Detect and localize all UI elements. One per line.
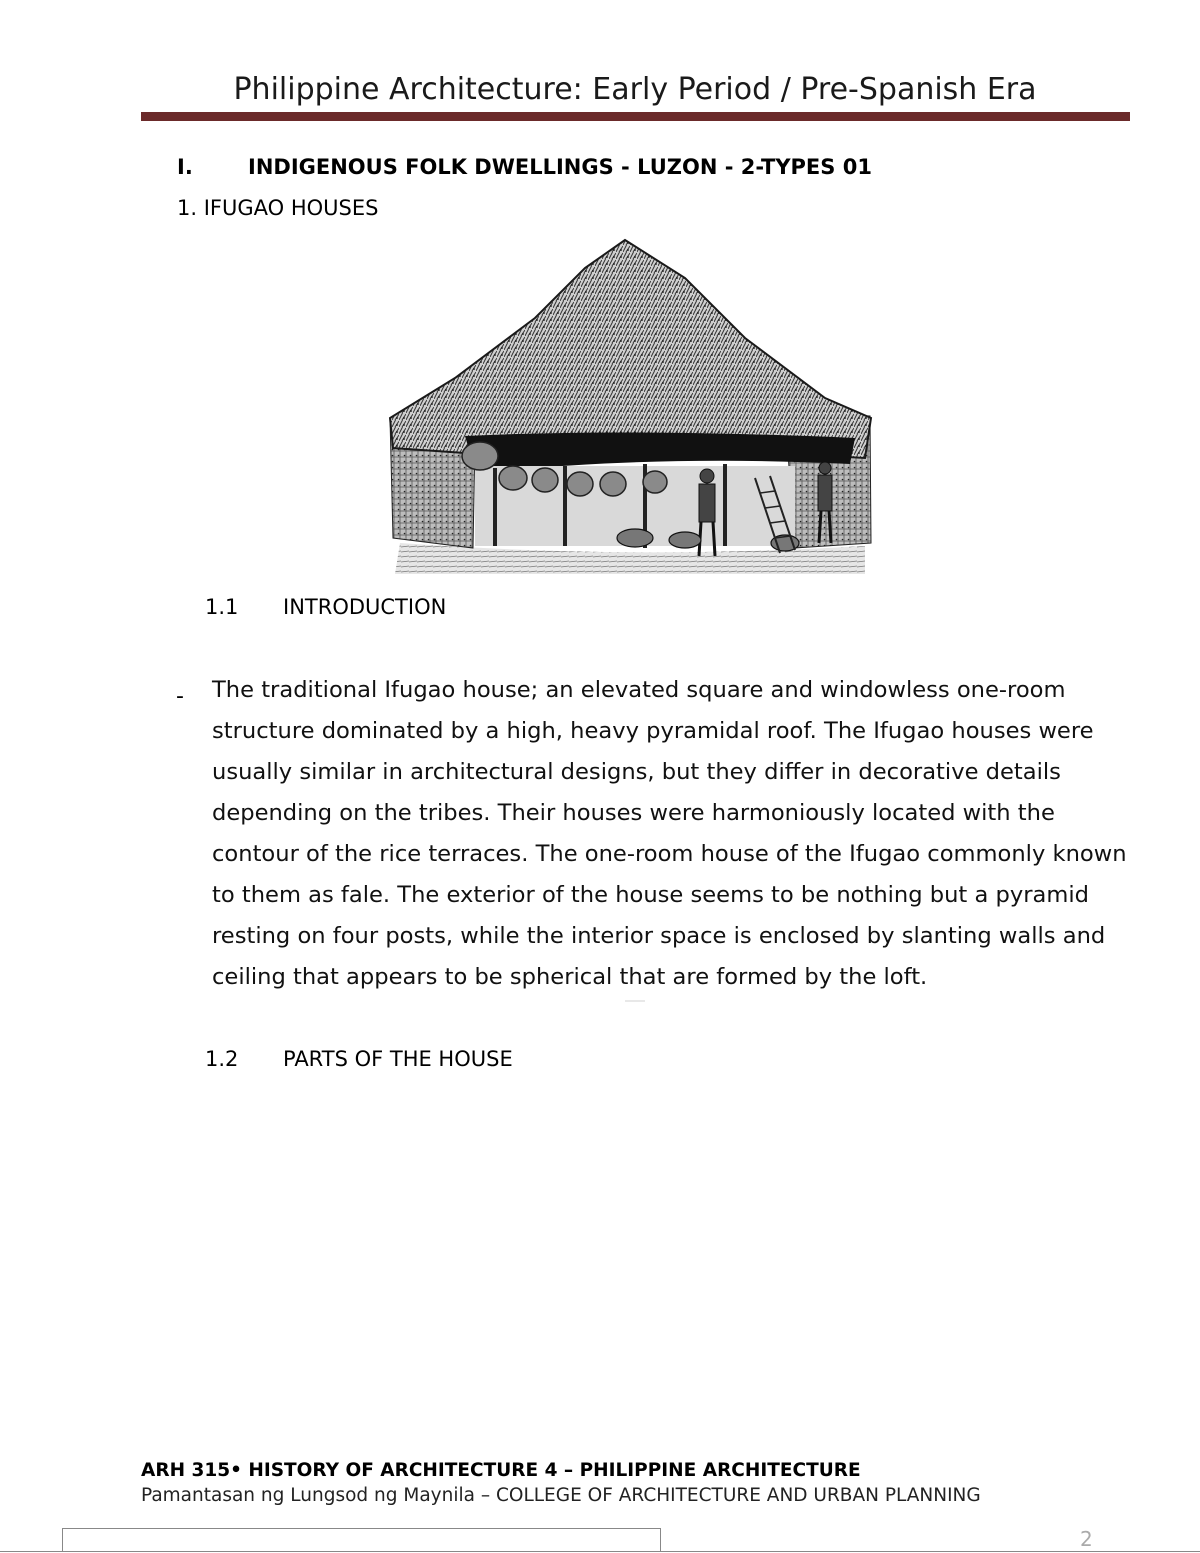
footer-box-right xyxy=(660,1528,661,1551)
parts-number: 1.2 xyxy=(205,1047,239,1071)
ifugao-house-illustration-icon xyxy=(385,238,875,574)
footer-school: Pamantasan ng Lungsod ng Maynila – COLLEGE OF ARCHITECTURE AND URBAN PLANNING xyxy=(141,1485,981,1506)
page-number: 2 xyxy=(1080,1527,1093,1551)
bullet-dash: - xyxy=(176,684,184,709)
footer-course: ARH 315• HISTORY OF ARCHITECTURE 4 – PHILIPPINE ARCHITECTURE xyxy=(141,1460,861,1481)
page-header-title: Philippine Architecture: Early Period / Pre-Spanish Era xyxy=(233,72,1037,107)
parts-title: PARTS OF THE HOUSE xyxy=(283,1047,513,1071)
introduction-number: 1.1 xyxy=(205,595,239,619)
header-divider xyxy=(141,112,1130,121)
footer-box-left xyxy=(62,1528,63,1551)
ifugao-house-figure xyxy=(385,238,875,574)
footer-box-top xyxy=(62,1528,660,1529)
faint-mark xyxy=(625,1000,645,1002)
subsection-title: 1. IFUGAO HOUSES xyxy=(177,196,379,220)
introduction-paragraph: The traditional Ifugao house; an elevated square and windowless one-room structure dominated by a high, heavy pyramidal roof. The Ifugao houses were usually similar in architectural designs, but they differ in decorative details depending on the tribes. Their houses were harmoniously located with the contour of the rice terraces. The one-room house of the Ifugao commonly known to them as fale. The exterior of the house seems to be nothing but a pyramid resting on four posts, while the interior space is enclosed by slanting walls and ceiling that appears to be spherical that are formed by the loft. xyxy=(212,677,1127,990)
section-number: I. xyxy=(177,155,193,179)
introduction-title: INTRODUCTION xyxy=(283,595,447,619)
footer-rule xyxy=(0,1551,1200,1552)
section-title: INDIGENOUS FOLK DWELLINGS - LUZON - 2-TYPES 01 xyxy=(248,155,872,179)
